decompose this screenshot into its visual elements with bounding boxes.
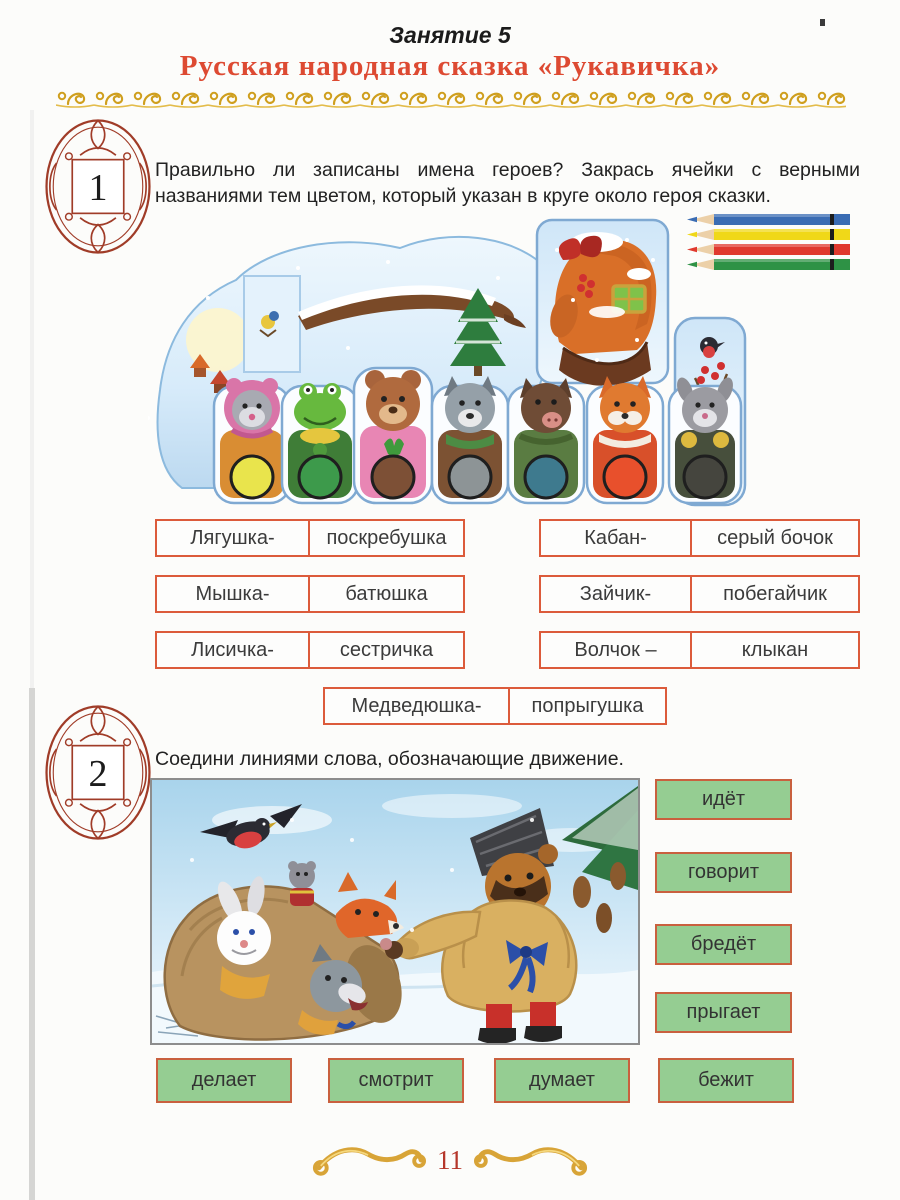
color-circle-mouse (231, 456, 273, 498)
cell-value-frog[interactable]: поскребушка (308, 519, 465, 557)
fox-figure (587, 376, 663, 503)
mouse-figure (214, 378, 290, 503)
wolf-figure (432, 376, 508, 503)
page-footer (0, 1138, 900, 1182)
exercise1-number: 1 (88, 166, 108, 209)
word-govorit[interactable]: говорит (655, 852, 792, 893)
mitten-characters-illustration (148, 218, 758, 508)
ornament-band (56, 88, 846, 110)
hare-figure (669, 375, 741, 503)
footer-swirl-left (309, 1138, 427, 1182)
color-circle-frog (299, 456, 341, 498)
word-bredyot[interactable]: бредёт (655, 924, 792, 965)
scan-edge-shadow-lower (29, 688, 35, 1200)
word-bezhit[interactable]: бежит (658, 1058, 794, 1103)
page-title: Русская народная сказка «Рукавичка» (179, 50, 721, 82)
cell-value-boar[interactable]: серый бочок (690, 519, 860, 557)
boar-figure (508, 378, 584, 503)
cell-value-hare[interactable]: побегайчик (690, 575, 860, 613)
color-circle-boar (525, 456, 567, 498)
cell-name-bear[interactable]: Медведюшка- (323, 687, 510, 725)
exercise2-number: 2 (88, 752, 108, 795)
exercise2-instruction: Соедини линиями слова, обозначающие движение. (155, 748, 624, 770)
color-circle-bear (372, 456, 414, 498)
color-circle-hare (684, 456, 726, 498)
page-number: 11 (437, 1144, 463, 1175)
frog-figure (282, 383, 358, 503)
lesson-label: Занятие 5 (389, 22, 511, 48)
bear-figure (354, 368, 432, 503)
word-delaet[interactable]: делает (156, 1058, 292, 1103)
cell-name-hare[interactable]: Зайчик- (539, 575, 692, 613)
exercise1-instruction: Правильно ли записаны имена героев? Закрась ячейки с верными названиями тем цветом, который указан в круге около героя сказки. (155, 159, 860, 207)
word-dumaet[interactable]: думает (494, 1058, 630, 1103)
word-smotrit[interactable]: смотрит (328, 1058, 464, 1103)
cell-value-wolf[interactable]: клыкан (690, 631, 860, 669)
scan-speck (820, 19, 825, 26)
mitten-house-panel (537, 220, 668, 386)
scan-edge-shadow-upper (30, 110, 34, 688)
cell-value-fox[interactable]: сестричка (308, 631, 465, 669)
word-prygaet[interactable]: прыгает (655, 992, 792, 1033)
bear-and-mitten-illustration (150, 778, 640, 1045)
exercise1-badge (42, 116, 154, 257)
cell-name-frog[interactable]: Лягушка- (155, 519, 310, 557)
cell-name-fox[interactable]: Лисичка- (155, 631, 310, 669)
cell-name-mouse[interactable]: Мышка- (155, 575, 310, 613)
cell-value-bear[interactable]: попрыгушка (508, 687, 667, 725)
footer-swirl-right (473, 1138, 591, 1182)
color-circle-wolf (449, 456, 491, 498)
exercise2-badge (42, 702, 154, 843)
cell-value-mouse[interactable]: батюшка (308, 575, 465, 613)
cell-name-boar[interactable]: Кабан- (539, 519, 692, 557)
word-idyot[interactable]: идёт (655, 779, 792, 820)
cell-name-wolf[interactable]: Волчок – (539, 631, 692, 669)
color-circle-fox (604, 456, 646, 498)
